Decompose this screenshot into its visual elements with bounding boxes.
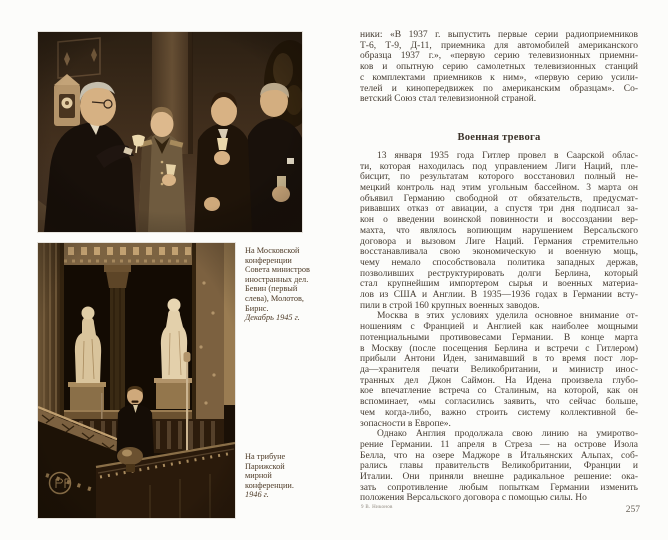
paragraph: 13 января 1935 года Гитлер провел в Саарской облас- ти, которая находилась под управлением Лиги Наций, пле- бисцит, по результатам которого восстановил полный не- мецкий контроль над этим угольным бассейном. 3 марта он объявил Германию свободной от обязательств, предусмат- ривавших отказ от авиации, а спустя три дня подписал за- кон о введении воинской повинности и воссоздании вер- махта, что являлось вопиющим нарушением Версальского договора и вызовом Лиге Наций. Германия стремительно восстанавливала свою экономическую и военную мощь, чему немало способствовала политика западных держав, позволивших реструктурировать долги Берлина, который стал крупнейшим импортером сырья и военных материа- лов из США и Англии. В 1935—1936 годах в Германии всту- пили в строй 160 крупных военных заводов. xyxy=(360,150,638,311)
photo-moscow-conference-figure xyxy=(38,32,302,232)
caption-date: Декабрь 1945 г. xyxy=(245,313,300,323)
photo-caption-paris xyxy=(245,452,319,500)
printer-signature: 9 В. Никонов xyxy=(361,505,393,510)
caption-text: На Московской конференции Совета министров иностранных дел. Бевин (первый слева), Молотов, Бирнс. xyxy=(245,246,310,313)
page-number: 257 xyxy=(625,505,640,515)
photo-caption-moscow xyxy=(245,246,319,323)
paragraph: Москва в этих условиях уделила основное внимание от- ношениям с Францией и Англией как наиболее мощными потенциальными противовесами Германии. В конце марта в Москву (после посещения Берлина и встречи с Гитлером) прибыли Антони Иден, занимавший в то время пост лор- да—хранителя печати Великобритании, и министр инос- транных дел Джон Саймон. На Идена произвела глубо- кое впечатление встреча со Сталиным, на которой, как он вспоминает, «мы согласились заявить, что сейчас больше, чем когда-либо, важно строить систему коллективной бе- зопасности в Европе». xyxy=(360,311,638,429)
photo-moscow-conference xyxy=(38,32,302,232)
paragraph-intro: ники: «В 1937 г. выпустить первые серии радиоприемников Т-6, Т-9, Д-11, приемника для автомобилей американского образца 1937 г.», «первую серию телевизионных приемни- ков и опытную серию самолетных телевизионных станций с комплектами приемников к ним», «первую серию усили- телей и кинопередвижек по американским образцам». Со- ветский Союз стал телевизионной страной. xyxy=(360,30,638,105)
photo-paris-conference-figure xyxy=(38,243,235,518)
text-column xyxy=(360,30,638,504)
photo-paris-conference xyxy=(38,243,235,518)
caption-text: На трибуне Парижской мирной конференции. xyxy=(245,452,294,490)
section-heading: Военная тревога xyxy=(457,131,541,143)
caption-date: 1946 г. xyxy=(245,490,269,500)
paragraph: Однако Англия продолжала свою линию на умиротво- рение Германии. 11 апреля в Стреза — на острове Изола Белла, что на озере Маджоре в Итальянских Альпах, соб- рались главы правительств Великобритании, Франции и Италии. Они приняли внешне радикальное решение: ока- зать сопротивление любым попыткам Германии изменить положения Версальского договора с помощью силы. Но xyxy=(360,429,638,504)
